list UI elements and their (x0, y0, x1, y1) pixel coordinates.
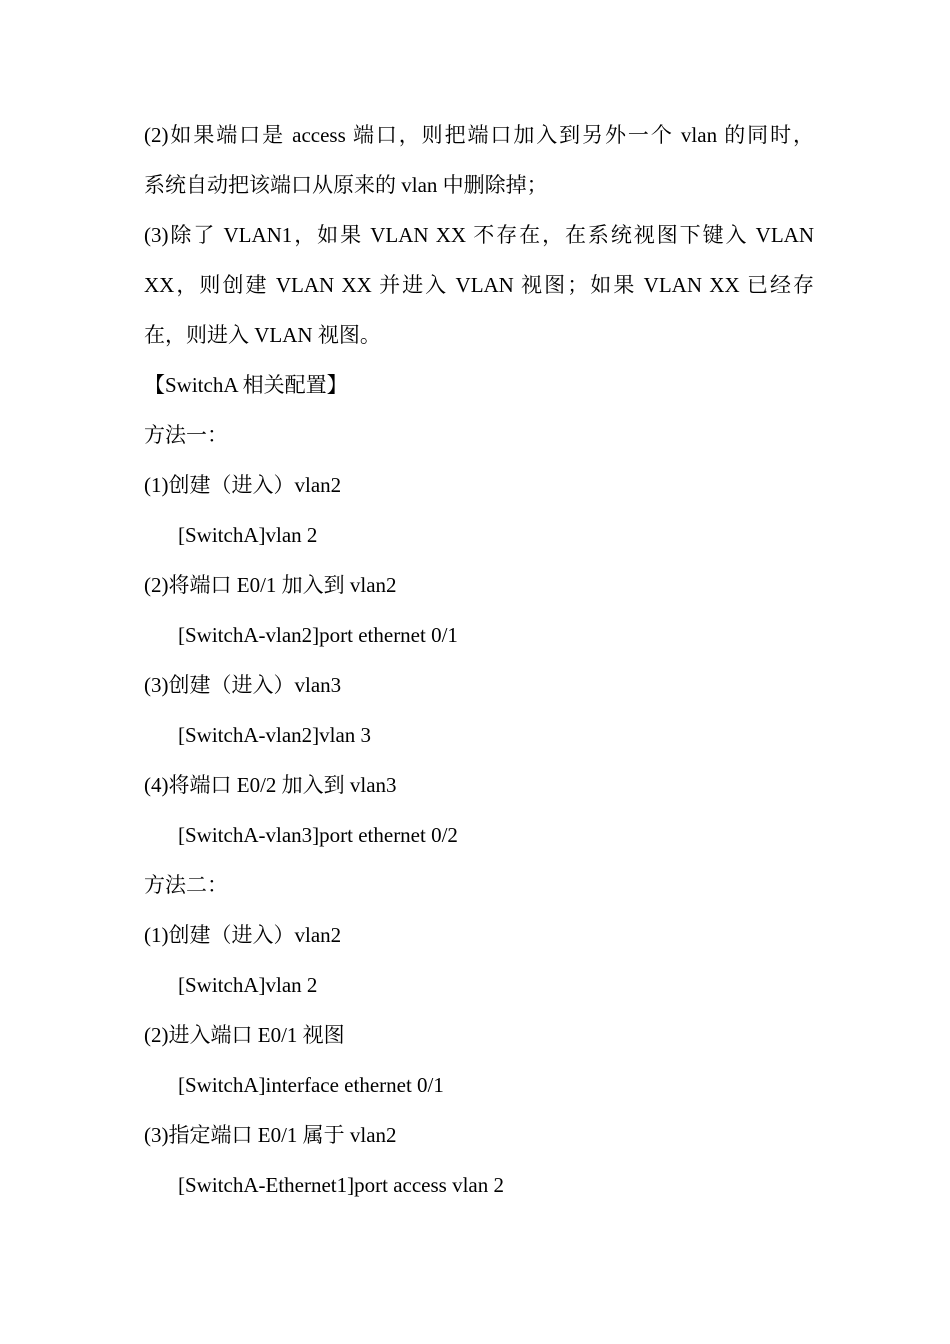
paragraph-line: XX，则创建 VLAN XX 并进入 VLAN 视图；如果 VLAN XX 已经存 (144, 273, 814, 297)
method-heading: 方法二： (144, 873, 228, 897)
section-heading: 【SwitchA 相关配置】 (144, 373, 348, 397)
command-line: [SwitchA-vlan3]port ethernet 0/2 (178, 823, 458, 847)
paragraph-line: 系统自动把该端口从原来的 vlan 中删除掉； (144, 173, 548, 197)
command-line: [SwitchA]vlan 2 (178, 523, 318, 547)
command-line: [SwitchA-vlan2]vlan 3 (178, 723, 372, 747)
step-line: (2)将端口 E0/1 加入到 vlan2 (144, 573, 397, 597)
document-body (144, 110, 814, 1210)
step-line: (1)创建（进入）vlan2 (144, 473, 342, 497)
command-line: [SwitchA]vlan 2 (178, 973, 318, 997)
paragraph-line: 在，则进入 VLAN 视图。 (144, 323, 381, 347)
paragraph-line: (3)除了 VLAN1，如果 VLAN XX 不存在，在系统视图下键入 VLAN (144, 223, 814, 247)
step-line: (3)创建（进入）vlan3 (144, 673, 342, 697)
step-line: (2)进入端口 E0/1 视图 (144, 1023, 345, 1047)
paragraph-line: (2)如果端口是 access 端口，则把端口加入到另外一个 vlan 的同时， (144, 123, 814, 147)
command-line: [SwitchA]interface ethernet 0/1 (178, 1073, 444, 1097)
step-line: (4)将端口 E0/2 加入到 vlan3 (144, 773, 397, 797)
step-line: (3)指定端口 E0/1 属于 vlan2 (144, 1123, 397, 1147)
command-line: [SwitchA-Ethernet1]port access vlan 2 (178, 1173, 504, 1197)
method-heading: 方法一： (144, 423, 228, 447)
step-line: (1)创建（进入）vlan2 (144, 923, 342, 947)
command-line: [SwitchA-vlan2]port ethernet 0/1 (178, 623, 458, 647)
